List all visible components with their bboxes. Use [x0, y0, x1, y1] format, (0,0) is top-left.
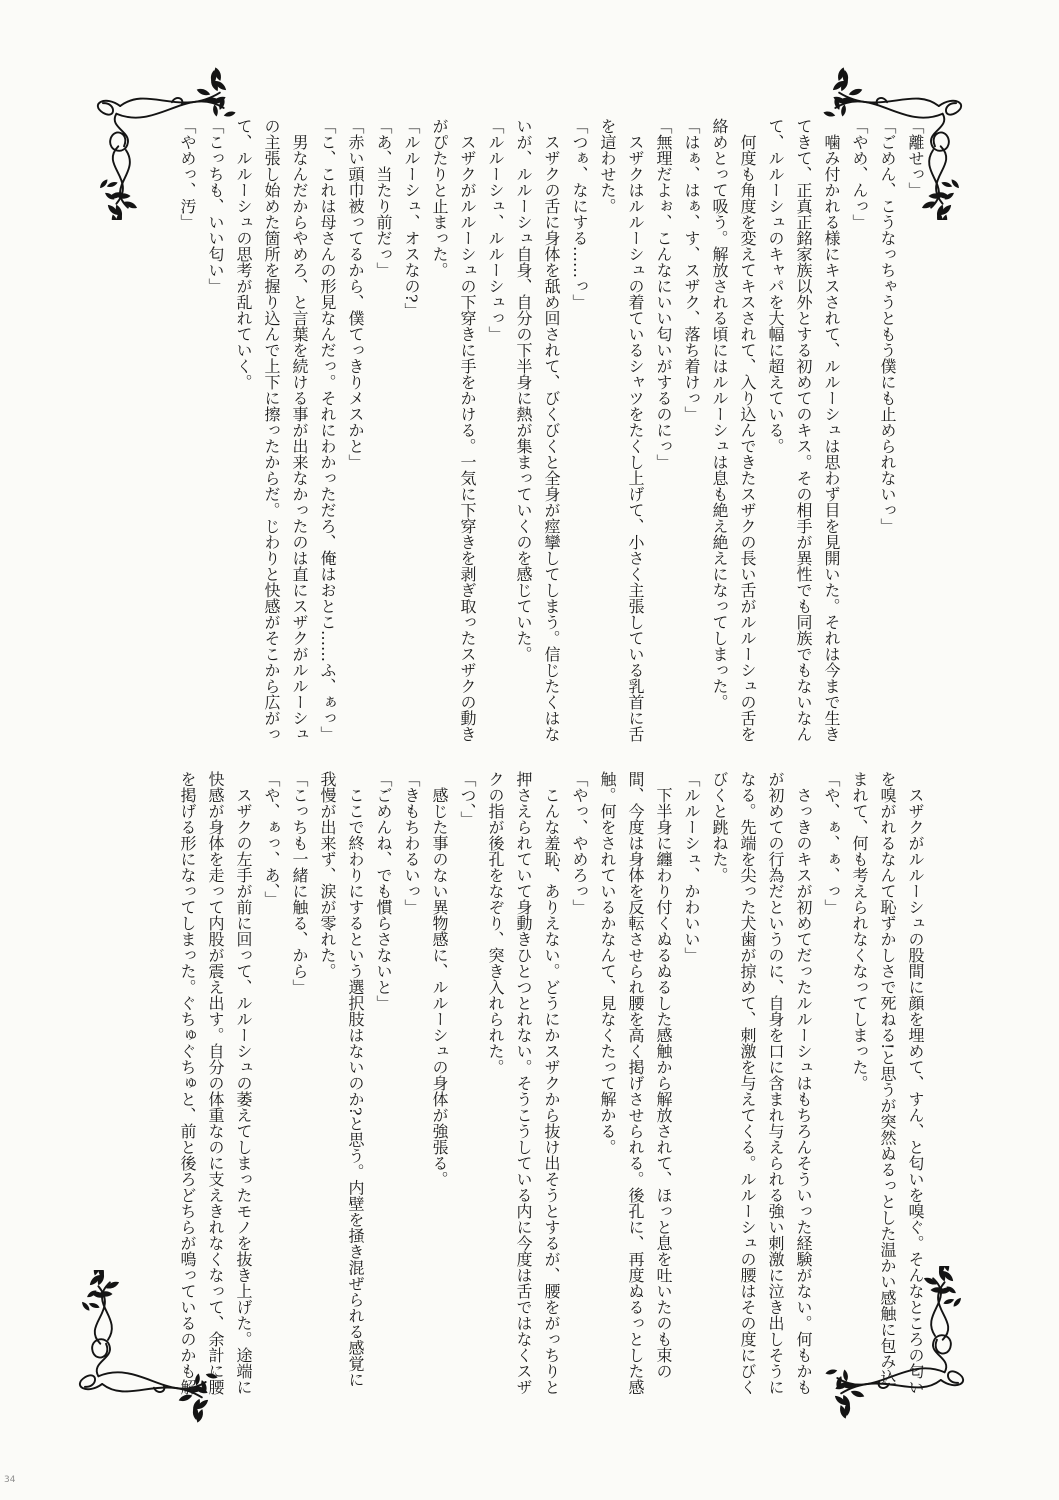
story-paragraph: 「やっ、やめろっ」: [570, 771, 589, 915]
story-paragraph: 「ルルーシュ、オスなの?」: [402, 118, 421, 319]
story-paragraph: 「はぁ、はぁ、す、スザク、落ち着けっ」: [682, 118, 701, 422]
story-paragraph: こんな羞恥、ありえない。どうにかスザクから抜け出そうとするが、腰をがっちりと押さえられていて身動きひとつとれない。そうこうしている内に今度は舌ではなくスザクの指が後孔をなぞり、突き入れられた。: [486, 771, 561, 1395]
story-text-block-top: [169, 118, 929, 746]
story-paragraph: 「やめっ、汚」: [178, 118, 197, 230]
story-paragraph: 「つぁ、なにする……っ」: [570, 118, 589, 310]
story-paragraph: 下半身に纏わり付くぬるぬるした感触から解放されて、ほっと息を吐いたのも束の間、今度は身体を反転させられ腰を高く掲げさせられる。後孔に、再度ぬるっとした感触。何をされているかなんて、見なくたって解かる。: [598, 771, 673, 1395]
page-number: 34: [4, 1475, 16, 1485]
story-paragraph: 「離せっ」: [906, 118, 925, 198]
story-paragraph: 何度も角度を変えてキスされて、入り込んできたスザクの長い舌がルルーシュの舌を絡めとって吸う。解放される頃にはルルーシュは息も絶え絶えになってしまった。: [710, 118, 757, 742]
story-text-block-bottom: [169, 771, 929, 1399]
story-paragraph: 「こ、これは母さんの形見なんだっ。それにわかっただろ、俺はおとこ……ふ、ぁっ」: [318, 118, 337, 742]
story-paragraph: 感じた事のない異物感に、ルルーシュの身体が強張る。: [430, 787, 449, 1187]
story-paragraph: 「ごめんね、でも慣らさないと」: [374, 771, 393, 1011]
story-paragraph: スザクがルルーシュの股間に顔を埋めて、すん、と匂いを嗅ぐ。そんなところの匂いを嗅がれるなんて恥ずかしさで死ねる!と思うが突然ぬるっとした温かい感触に包み込まれて、何も考えられなくなってしまった。: [850, 771, 925, 1395]
story-paragraph: スザクの左手が前に回って、ルルーシュの萎えてしまったモノを抜き上げた。途端に快感が身体を走って内股が震え出す。自分の体重なのに支えきれなくなって、余計に腰を掲げる形になってしまった。ぐちゅぐちゅと、前と後ろどちらが鳴っているのかも解: [178, 771, 253, 1395]
story-paragraph: 「あ、当たり前だっ」: [374, 118, 393, 278]
story-paragraph: 「ルルーシュ、かわいい」: [682, 771, 701, 963]
story-paragraph: 噛み付かれる様にキスされて、ルルーシュは思わず目を見開いた。それは今まで生きてきて、正真正銘家族以外とする初めてのキス。その相手が異性でも同族でもないなんて、ルルーシュのキャパを大幅に超えている。: [766, 118, 841, 742]
story-paragraph: スザクの舌に身体を舐め回されて、びくびくと全身が痙攣してしまう。信じたくはないが、ルルーシュ自身、自分の下半身に熱が集まっていくのを感じていた。: [514, 118, 561, 742]
story-paragraph: 「や、ぁ、ぁ、っ」: [822, 771, 841, 915]
story-paragraph: 「こっちも、いい匂い」: [206, 118, 225, 294]
story-paragraph: 「ごめん、こうなっちゃうともう僕にも止められないっ」: [878, 118, 897, 534]
story-paragraph: スザクはルルーシュの着ているシャツをたくし上げて、小さく主張している乳首に舌を這わせた。: [598, 118, 645, 742]
story-paragraph: 「無理だよぉ、こんなにいい匂いがするのにっ」: [654, 118, 673, 470]
story-paragraph: 「きもちわるいっ」: [402, 771, 421, 915]
story-paragraph: スザクがルルーシュの下穿きに手をかける。一気に下穿きを剥ぎ取ったスザクの動きがぴたりと止まった。: [430, 118, 477, 742]
story-paragraph: 「赤い頭巾被ってるから、僕てっきりメスかと」: [346, 118, 365, 470]
story-paragraph: 「こっちも一緒に触る、から」: [290, 771, 309, 995]
story-paragraph: 男なんだからやめろ、と言葉を続ける事が出来なかったのは直にスザクがルルーシュの主張し始めた箇所を握り込んで上下に擦ったからだ。じわりと快感がそこから広がって、ルルーシュの思考が乱れていく。: [234, 118, 309, 742]
story-paragraph: 「つ、」: [458, 771, 477, 827]
story-paragraph: 「や、ぁっ、あ、」: [262, 771, 281, 907]
story-paragraph: さっきのキスが初めてだったルルーシュはもちろんそういった経験がない。何もかもが初めての行為だというのに、自身を口に含まれ与えられる強い刺激に泣き出しそうになる。先端を尖った犬歯が掠めて、刺激を与えてくる。ルルーシュの腰はその度にびくびくと跳ねた。: [710, 771, 813, 1395]
story-paragraph: 「ルルーシュ、ルルーシュっ」: [486, 118, 505, 342]
story-paragraph: 「やめ、んっ」: [850, 118, 869, 230]
story-paragraph: ここで終わりにするという選択肢はないのか?と思う。内壁を掻き混ぜられる感覚に我慢が出来ず、涙が零れた。: [318, 771, 365, 1388]
